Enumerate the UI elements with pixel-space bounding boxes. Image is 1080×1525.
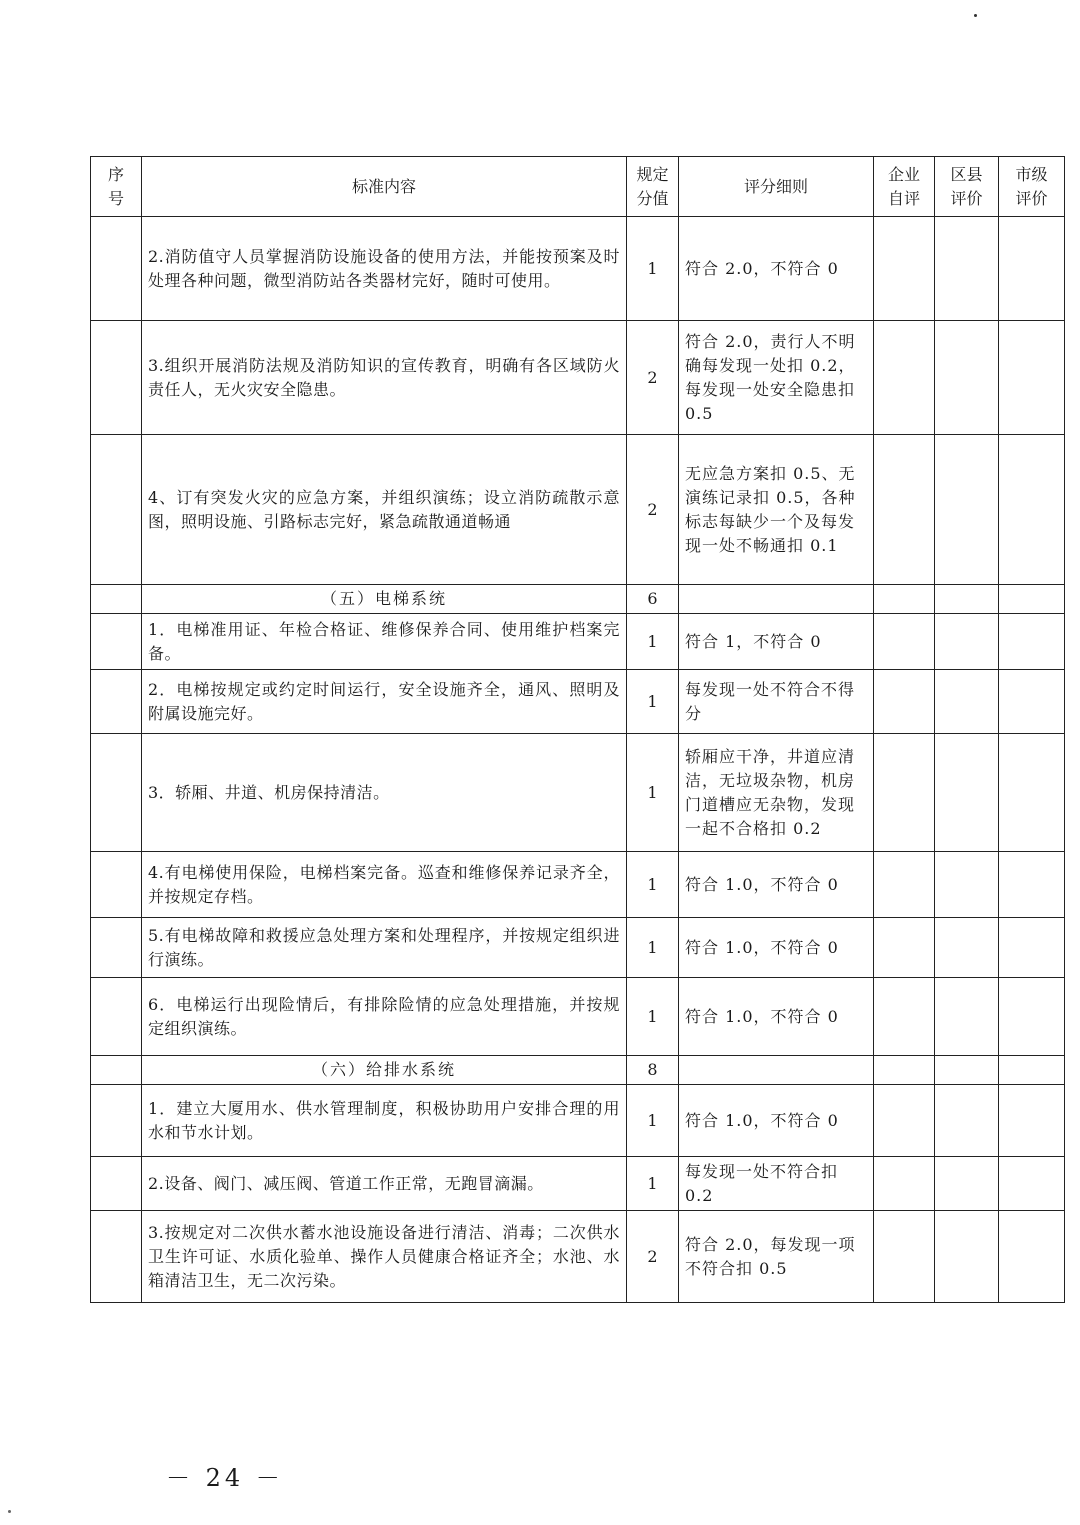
standard-content: 6．电梯运行出现险情后，有排除险情的应急处理措施，并按规定组织演练。 bbox=[142, 978, 627, 1056]
scoring-table bbox=[90, 156, 1065, 1303]
score-value: 1 bbox=[627, 978, 679, 1056]
seq-cell bbox=[91, 978, 142, 1056]
table-row bbox=[91, 217, 1065, 321]
seq-cell bbox=[91, 435, 142, 585]
district-eval-cell bbox=[935, 852, 999, 918]
scoring-rule: 符合 2.0，不符合 0 bbox=[679, 217, 874, 321]
city-eval-cell bbox=[999, 734, 1065, 852]
district-eval-cell bbox=[935, 1056, 999, 1085]
scoring-rule: 符合 2.0，每发现一项不符合扣 0.5 bbox=[679, 1211, 874, 1303]
table-row bbox=[91, 435, 1065, 585]
seq-cell bbox=[91, 585, 142, 614]
scoring-rule: 符合 2.0，责行人不明确每发现一处扣 0.2，每发现一处安全隐患扣 0.5 bbox=[679, 321, 874, 435]
header-rule: 评分细则 bbox=[679, 157, 874, 217]
rule-cell bbox=[679, 1056, 874, 1085]
scoring-rule: 轿厢应干净，井道应清洁，无垃圾杂物，机房门道槽应无杂物，发现一起不合格扣 0.2 bbox=[679, 734, 874, 852]
header-district-eval: 区县 评价 bbox=[935, 157, 999, 217]
district-eval-cell bbox=[935, 585, 999, 614]
standard-content: 3.组织开展消防法规及消防知识的宣传教育，明确有各区域防火责任人，无火灾安全隐患。 bbox=[142, 321, 627, 435]
self-eval-cell bbox=[874, 978, 935, 1056]
scoring-rule: 符合 1.0，不符合 0 bbox=[679, 852, 874, 918]
city-eval-cell bbox=[999, 585, 1065, 614]
self-eval-cell bbox=[874, 435, 935, 585]
district-eval-cell bbox=[935, 734, 999, 852]
city-eval-cell bbox=[999, 321, 1065, 435]
self-eval-cell bbox=[874, 1056, 935, 1085]
city-eval-cell bbox=[999, 614, 1065, 670]
section-title: （五）电梯系统 bbox=[142, 585, 627, 614]
self-eval-cell bbox=[874, 1157, 935, 1211]
score-value: 1 bbox=[627, 614, 679, 670]
section-title: （六）给排水系统 bbox=[142, 1056, 627, 1085]
self-eval-cell bbox=[874, 585, 935, 614]
standard-content: 3.按规定对二次供水蓄水池设施设备进行清洁、消毒；二次供水卫生许可证、水质化验单、操作人员健康合格证齐全；水池、水箱清洁卫生，无二次污染。 bbox=[142, 1211, 627, 1303]
self-eval-cell bbox=[874, 918, 935, 978]
seq-cell bbox=[91, 852, 142, 918]
section-row bbox=[91, 585, 1065, 614]
table-row bbox=[91, 978, 1065, 1056]
header-score: 规定 分值 bbox=[627, 157, 679, 217]
score-value: 1 bbox=[627, 734, 679, 852]
table-row bbox=[91, 1085, 1065, 1157]
self-eval-cell bbox=[874, 217, 935, 321]
seq-cell bbox=[91, 321, 142, 435]
score-value: 2 bbox=[627, 1211, 679, 1303]
table-row bbox=[91, 1157, 1065, 1211]
self-eval-cell bbox=[874, 852, 935, 918]
scoring-rule: 符合 1，不符合 0 bbox=[679, 614, 874, 670]
table-row bbox=[91, 670, 1065, 734]
page-number: － 24 － bbox=[166, 1464, 284, 1492]
district-eval-cell bbox=[935, 1085, 999, 1157]
header-self-eval: 企业 自评 bbox=[874, 157, 935, 217]
district-eval-cell bbox=[935, 670, 999, 734]
standard-content: 1．建立大厦用水、供水管理制度，积极协助用户安排合理的用水和节水计划。 bbox=[142, 1085, 627, 1157]
section-score: 6 bbox=[627, 585, 679, 614]
self-eval-cell bbox=[874, 321, 935, 435]
self-eval-cell bbox=[874, 734, 935, 852]
table-row bbox=[91, 614, 1065, 670]
standard-content: 4、订有突发火灾的应急方案，并组织演练；设立消防疏散示意图，照明设施、引路标志完好，紧急疏散通道畅通 bbox=[142, 435, 627, 585]
table-row bbox=[91, 321, 1065, 435]
seq-cell bbox=[91, 1211, 142, 1303]
score-value: 1 bbox=[627, 217, 679, 321]
standard-content: 4.有电梯使用保险，电梯档案完备。巡查和维修保养记录齐全，并按规定存档。 bbox=[142, 852, 627, 918]
table-row bbox=[91, 918, 1065, 978]
standard-content: 2．电梯按规定或约定时间运行，安全设施齐全，通风、照明及附属设施完好。 bbox=[142, 670, 627, 734]
city-eval-cell bbox=[999, 670, 1065, 734]
city-eval-cell bbox=[999, 1211, 1065, 1303]
scan-speck bbox=[974, 14, 977, 17]
score-value: 1 bbox=[627, 852, 679, 918]
district-eval-cell bbox=[935, 321, 999, 435]
district-eval-cell bbox=[935, 614, 999, 670]
header-seq: 序 号 bbox=[91, 157, 142, 217]
seq-cell bbox=[91, 734, 142, 852]
scoring-rule: 每发现一处不符合扣 0.2 bbox=[679, 1157, 874, 1211]
district-eval-cell bbox=[935, 1157, 999, 1211]
standard-content: 1．电梯准用证、年检合格证、维修保养合同、使用维护档案完备。 bbox=[142, 614, 627, 670]
district-eval-cell bbox=[935, 978, 999, 1056]
seq-cell bbox=[91, 614, 142, 670]
city-eval-cell bbox=[999, 978, 1065, 1056]
seq-cell bbox=[91, 1056, 142, 1085]
district-eval-cell bbox=[935, 1211, 999, 1303]
scoring-rule: 每发现一处不符合不得分 bbox=[679, 670, 874, 734]
city-eval-cell bbox=[999, 435, 1065, 585]
table-row bbox=[91, 1211, 1065, 1303]
seq-cell bbox=[91, 1085, 142, 1157]
city-eval-cell bbox=[999, 918, 1065, 978]
standard-content: 2.消防值守人员掌握消防设施设备的使用方法，并能按预案及时处理各种问题，微型消防站各类器材完好，随时可使用。 bbox=[142, 217, 627, 321]
table-row bbox=[91, 852, 1065, 918]
scoring-rule: 符合 1.0，不符合 0 bbox=[679, 978, 874, 1056]
self-eval-cell bbox=[874, 614, 935, 670]
header-row bbox=[91, 157, 1065, 217]
city-eval-cell bbox=[999, 217, 1065, 321]
city-eval-cell bbox=[999, 1157, 1065, 1211]
score-value: 1 bbox=[627, 1085, 679, 1157]
standard-content: 2.设备、阀门、减压阀、管道工作正常，无跑冒滴漏。 bbox=[142, 1157, 627, 1211]
district-eval-cell bbox=[935, 918, 999, 978]
seq-cell bbox=[91, 918, 142, 978]
district-eval-cell bbox=[935, 435, 999, 585]
standard-content: 3．轿厢、井道、机房保持清洁。 bbox=[142, 734, 627, 852]
score-value: 1 bbox=[627, 670, 679, 734]
self-eval-cell bbox=[874, 670, 935, 734]
city-eval-cell bbox=[999, 852, 1065, 918]
section-row bbox=[91, 1056, 1065, 1085]
seq-cell bbox=[91, 1157, 142, 1211]
score-value: 2 bbox=[627, 435, 679, 585]
score-value: 1 bbox=[627, 1157, 679, 1211]
scan-speck bbox=[8, 1510, 11, 1513]
scoring-rule: 无应急方案扣 0.5、无演练记录扣 0.5，各种标志每缺少一个及每发现一处不畅通扣 0.1 bbox=[679, 435, 874, 585]
table-row bbox=[91, 734, 1065, 852]
scoring-rule: 符合 1.0，不符合 0 bbox=[679, 918, 874, 978]
self-eval-cell bbox=[874, 1085, 935, 1157]
standard-content: 5.有电梯故障和救援应急处理方案和处理程序，并按规定组织进行演练。 bbox=[142, 918, 627, 978]
score-value: 1 bbox=[627, 918, 679, 978]
header-city-eval: 市级 评价 bbox=[999, 157, 1065, 217]
rule-cell bbox=[679, 585, 874, 614]
score-value: 2 bbox=[627, 321, 679, 435]
header-content: 标准内容 bbox=[142, 157, 627, 217]
city-eval-cell bbox=[999, 1056, 1065, 1085]
seq-cell bbox=[91, 670, 142, 734]
self-eval-cell bbox=[874, 1211, 935, 1303]
section-score: 8 bbox=[627, 1056, 679, 1085]
scoring-rule: 符合 1.0，不符合 0 bbox=[679, 1085, 874, 1157]
district-eval-cell bbox=[935, 217, 999, 321]
city-eval-cell bbox=[999, 1085, 1065, 1157]
seq-cell bbox=[91, 217, 142, 321]
